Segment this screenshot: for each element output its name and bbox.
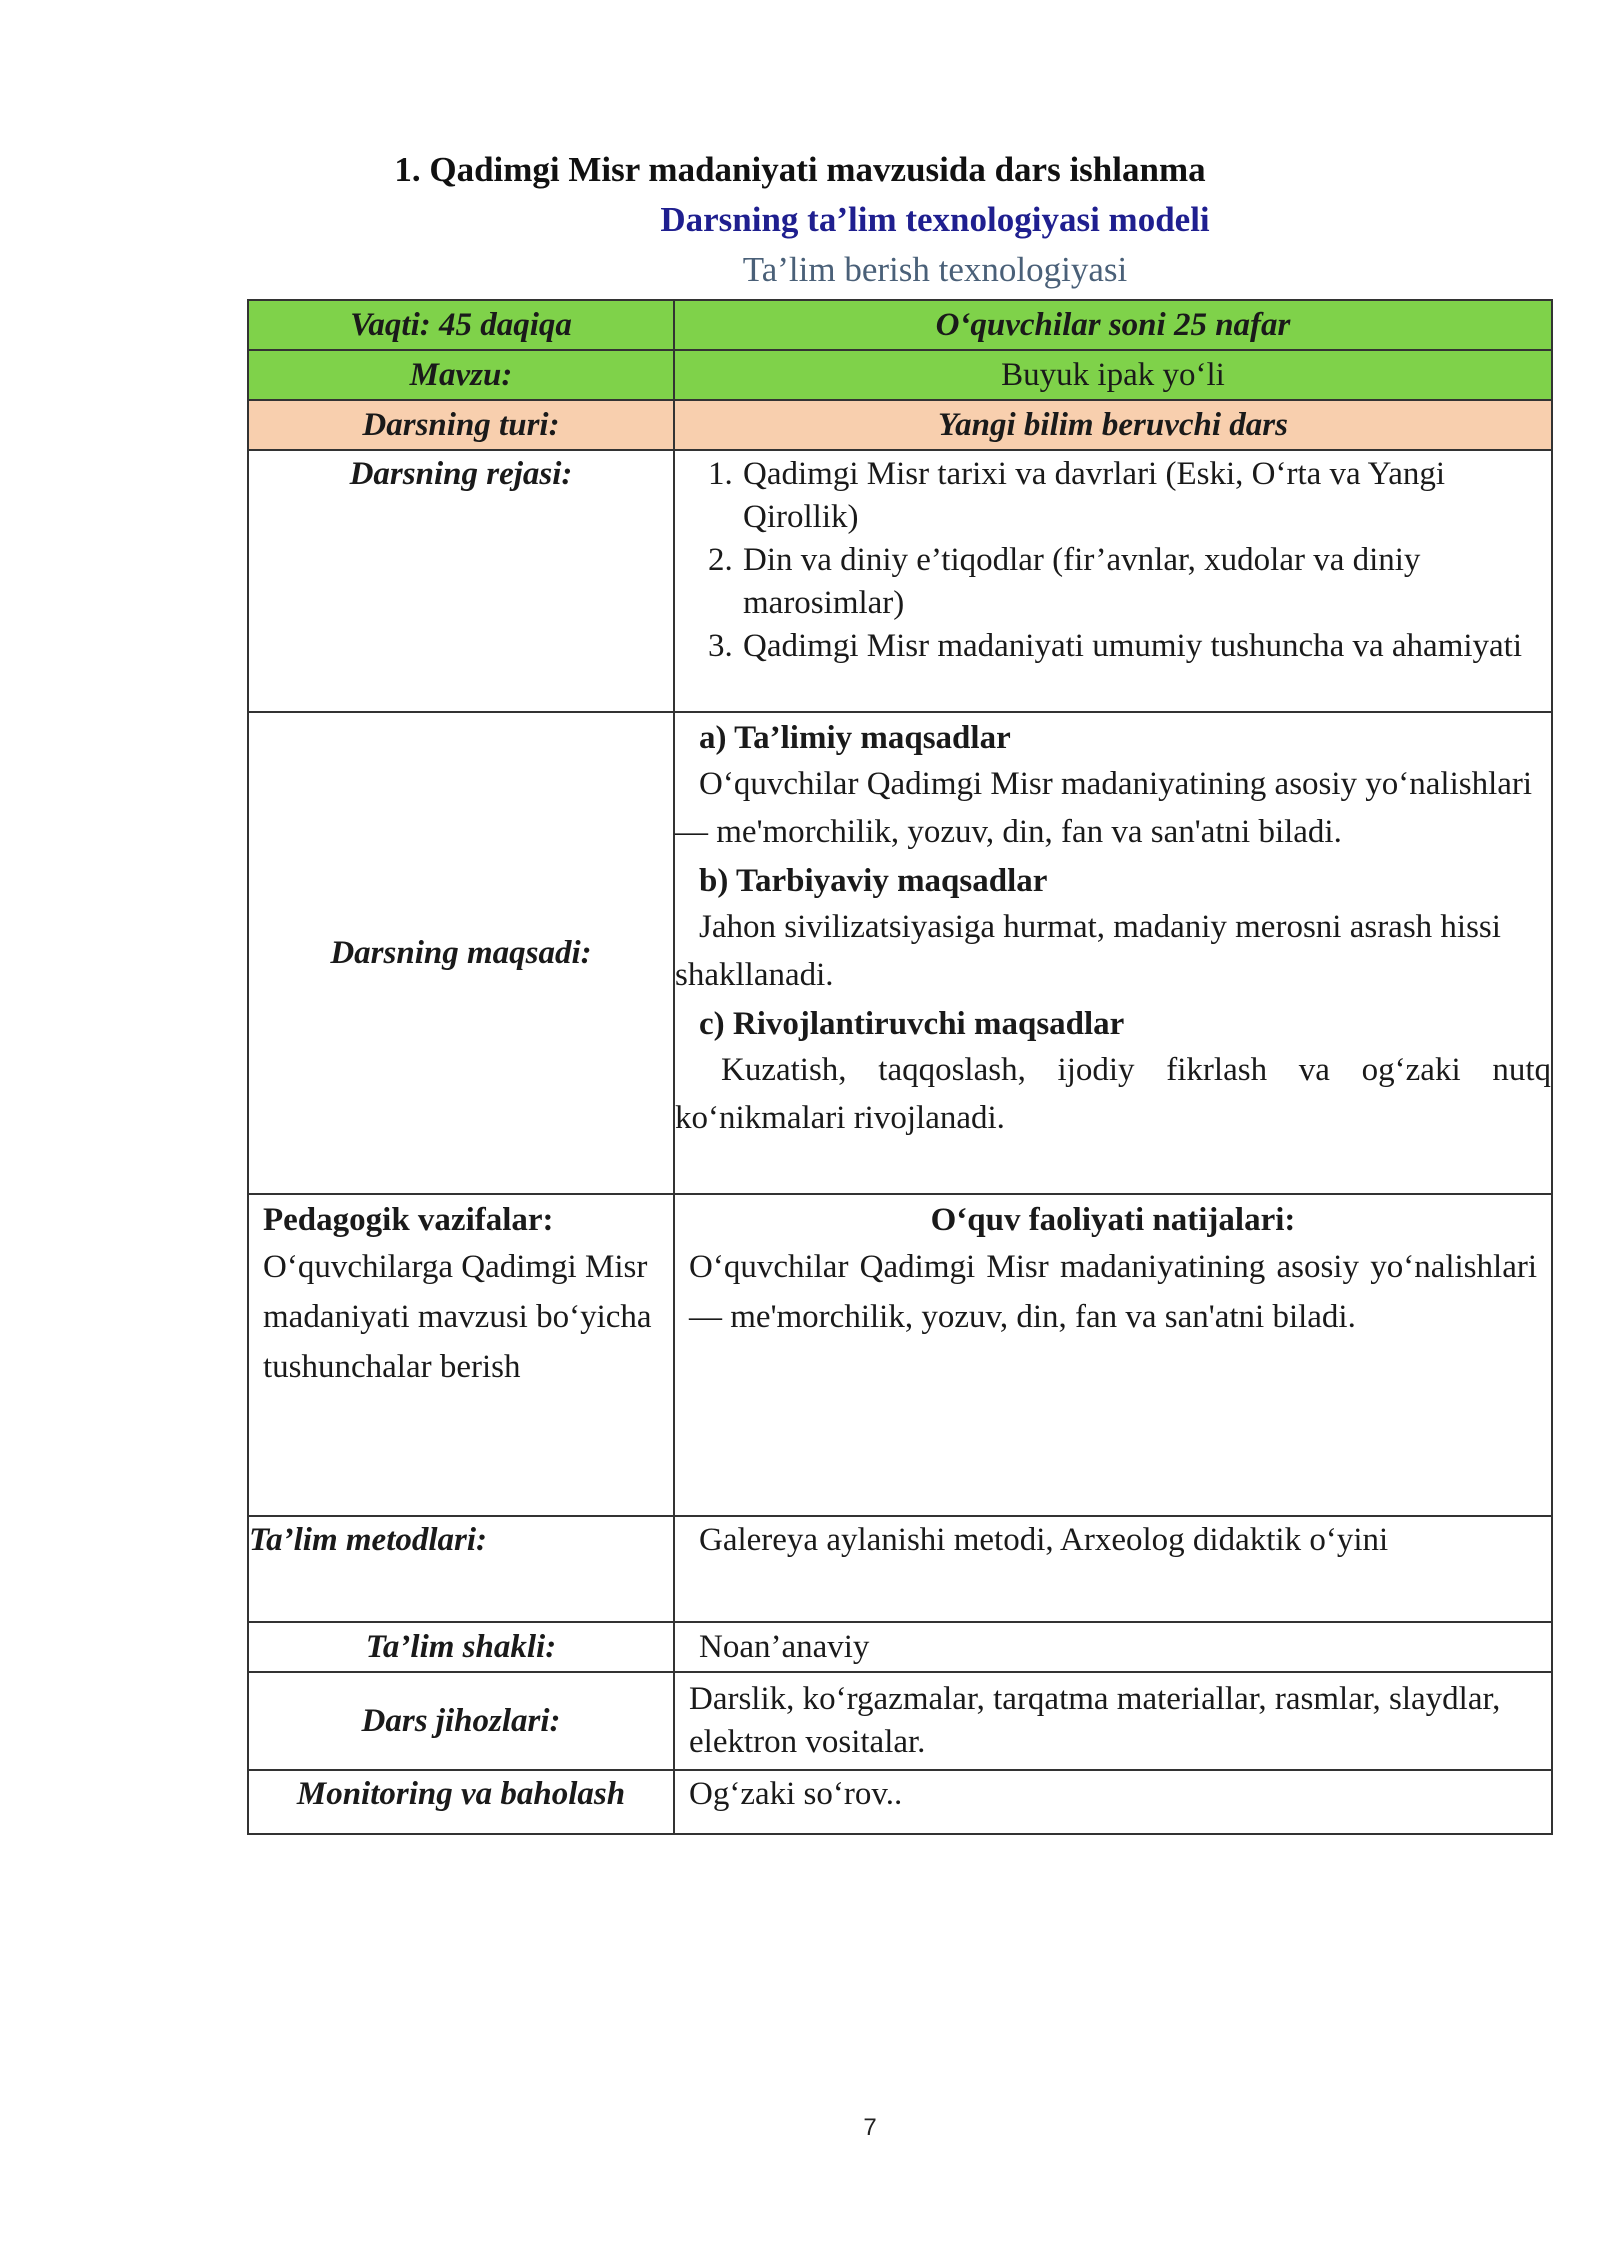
technology-subtitle: Ta’lim berish texnologiyasi [742,250,1128,289]
document-title: 1. Qadimgi Misr madaniyati mavzusida dars ishlanma [394,150,1206,189]
upbringing-goal-title: b) Tarbiyaviy maqsadlar [699,863,1048,899]
educational-goal-title: a) Ta’limiy maqsadlar [699,720,1011,756]
lesson-plan-table [247,299,1553,1835]
topic-row [248,350,1552,400]
plan-list [675,453,1551,668]
topic-value: Buyuk ipak yo‘li [674,350,1552,400]
model-subtitle: Darsning ta’lim texnologiyasi modeli [660,200,1210,239]
methods-value: Galereya aylanishi metodi, Arxeolog didaktik o‘yini [674,1516,1552,1622]
plan-item: 1. Qadimgi Misr tarixi va davrlari (Eski, O‘rta va Yangi Qirollik) [741,453,1551,539]
monitoring-value: Og‘zaki so‘rov.. [674,1770,1552,1834]
learning-results-title: O‘quv faoliyati natijalari: [930,1202,1296,1238]
upbringing-goal-text: Jahon sivilizatsiyasiga hurmat, madaniy merosni asrash hissi shakllanadi. [675,909,1501,993]
monitoring-label: Monitoring va baholash [248,1770,674,1834]
equipment-row [248,1672,1552,1770]
students-cell: O‘quvchilar soni 25 nafar [674,300,1552,350]
pedagogical-tasks-text: O‘quvchilarga Qadimgi Misr madaniyati mavzusi bo‘yicha tushunchalar berish [263,1249,652,1385]
time-cell: Vaqti: 45 daqiqa [248,300,674,350]
type-row [248,400,1552,450]
form-value: Noan’anaviy [674,1622,1552,1672]
goals-cell [674,712,1552,1194]
form-row [248,1622,1552,1672]
form-label: Ta’lim shakli: [248,1622,674,1672]
learning-results-cell [674,1194,1552,1516]
monitoring-row [248,1770,1552,1834]
equipment-value: Darslik, ko‘rgazmalar, tarqatma materiallar, rasmlar, slaydlar, elektron vositalar. [674,1672,1552,1770]
equipment-label: Dars jihozlari: [248,1672,674,1770]
goals-row [248,712,1552,1194]
topic-label: Mavzu: [248,350,674,400]
plan-cell [674,450,1552,712]
type-value: Yangi bilim beruvchi dars [674,400,1552,450]
learning-results-text: O‘quvchilar Qadimgi Misr madaniyatining asosiy yo‘nalishlari — me'morchilik, yozuv, din, fan va san'atni biladi. [689,1249,1537,1335]
pedagogical-tasks-cell [248,1194,674,1516]
developmental-goal-text: Kuzatish, taqqoslash, ijodiy fikrlash va og‘zaki nutq ko‘nikmalari rivojlanadi. [675,1052,1551,1136]
developmental-goal-title: c) Rivojlantiruvchi maqsadlar [699,1006,1125,1042]
methods-row [248,1516,1552,1622]
tasks-row [248,1194,1552,1516]
plan-item: 2. Din va diniy e’tiqodlar (fir’avnlar, xudolar va diniy marosimlar) [741,539,1551,625]
time-row [248,300,1552,350]
goal-label: Darsning maqsadi: [248,712,674,1194]
educational-goal-text: O‘quvchilar Qadimgi Misr madaniyatining asosiy yo‘nalishlari — me'morchilik, yozuv, din, fan va san'atni biladi. [675,766,1533,850]
plan-row [248,450,1552,712]
plan-item: 3. Qadimgi Misr madaniyati umumiy tushuncha va ahamiyati [741,625,1551,668]
pedagogical-tasks-title: Pedagogik vazifalar: [263,1202,554,1238]
type-label: Darsning turi: [248,400,674,450]
methods-label: Ta’lim metodlari: [248,1516,674,1622]
page-number: 7 [863,2114,877,2141]
plan-label: Darsning rejasi: [248,450,674,712]
